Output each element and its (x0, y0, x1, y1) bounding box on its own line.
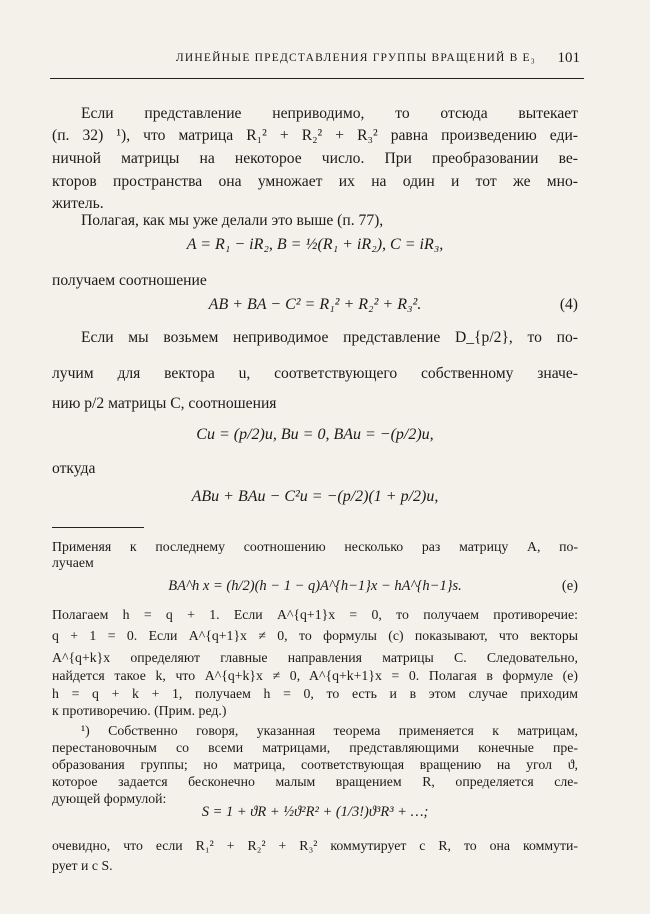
body-line: Полагая, как мы уже делали это выше (п. 77), (81, 212, 384, 229)
body-line: откуда (52, 460, 96, 477)
footnote-line: перестановочным со всеми матрицами, представляющими конечные пре- (52, 740, 578, 755)
header-rule (50, 78, 584, 79)
formula-e: BA^h x = (h/2)(h − 1 − q)A^{h−1}x − hA^{h−1}s. (168, 578, 462, 594)
body-line: лучим для вектора u, соответствующего собственному значе- (52, 365, 578, 382)
body-line: Если мы возьмем неприводимое представление D_{p/2}, то по- (81, 329, 578, 346)
page-number: 101 (557, 50, 580, 66)
running-title: ЛИНЕЙНЫЕ ПРЕДСТАВЛЕНИЯ ГРУППЫ ВРАЩЕНИЙ В E₃ (175, 52, 536, 64)
formula-abc: A = R₁ − iR₂, B = ½(R₁ + iR₂), C = iR₃, (186, 236, 444, 253)
body-line: (п. 32) ¹), что матрица R₁² + R₂² + R₃² равна произведению еди- (52, 127, 578, 144)
footnote-line: Полагаем h = q + 1. Если A^{q+1}x = 0, то получаем противоречие: (52, 607, 578, 622)
footnote-line: дующей формулой: (52, 791, 167, 806)
footnote-line: Применяя к последнему соотношению несколько раз матрицу A, по- (52, 539, 578, 554)
footnote-line: h = q + k + 1, получаем h = 0, то есть и в этом случае приходим (52, 686, 578, 701)
footnote-line: к противоречию. (Прим. ред.) (52, 703, 227, 718)
footnote-line: найдется такое k, что A^{q+k}x ≠ 0, A^{q+k+1}x = 0. Полагая в формуле (e) (52, 668, 578, 683)
equation-number: (e) (561, 578, 578, 594)
equation-number: (4) (559, 296, 578, 313)
footnote-line: образования группы; но матрица, соответствующая вращению на угол ϑ, (52, 757, 578, 772)
footnote-line: которое задается бесконечно малым вращением R, определяется сле- (52, 774, 578, 789)
formula-eigen: Cu = (p/2)u, Bu = 0, BAu = −(p/2)u, (196, 426, 434, 443)
formula-4: AB + BA − C² = R₁² + R₂² + R₃². (208, 296, 422, 313)
body-line: получаем соотношение (52, 272, 207, 289)
body-line: нию p/2 матрицы C, соотношения (52, 395, 277, 412)
footnote-rule (52, 527, 144, 528)
body-line: ничной матрицы на некоторое число. При преобразовании ве- (52, 150, 578, 167)
body-line: житель. (52, 195, 104, 212)
body-line: кторов пространства она умножает их на один и тот же мно- (52, 173, 578, 190)
footnote-line: очевидно, что если R₁² + R₂² + R₃² коммутирует с R, то она коммути- (52, 838, 578, 853)
footnote-line: A^{q+k}x определяют главные направления матрицы C. Следовательно, (52, 650, 578, 665)
body-line: Если представление неприводимо, то отсюда вытекает (81, 105, 578, 122)
footnote-line: q + 1 = 0. Если A^{q+1}x ≠ 0, то формулы (c) показывают, что векторы (52, 628, 578, 643)
footnote-line: ¹) Собственно говоря, указанная теорема применяется к матрицам, (81, 723, 578, 738)
footnote-line: лучаем (52, 555, 94, 570)
footnote-line: рует и с S. (52, 858, 113, 873)
formula-s: S = 1 + ϑR + ½ϑ²R² + (1/3!)ϑ³R³ + …; (201, 804, 429, 820)
formula-abu: ABu + BAu − C²u = −(p/2)(1 + p/2)u, (191, 488, 439, 505)
